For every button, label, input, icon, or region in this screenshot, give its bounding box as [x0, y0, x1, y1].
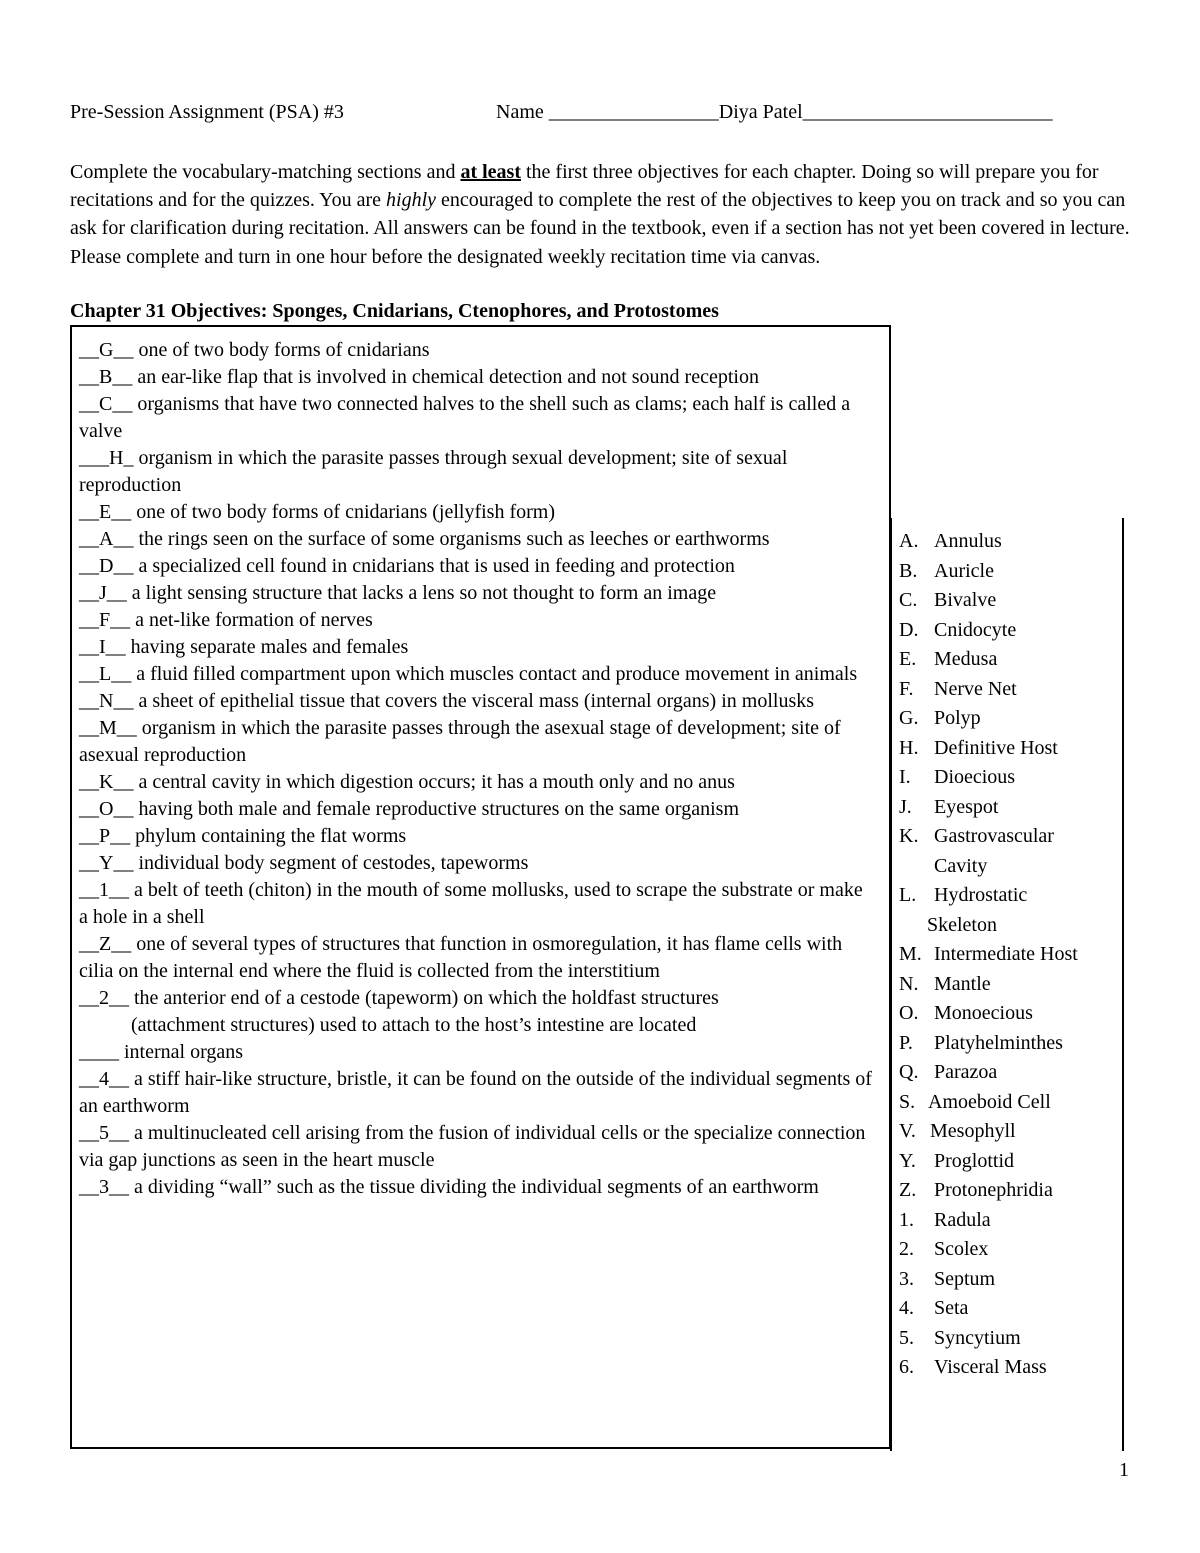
option-item: A. Annulus: [899, 530, 1002, 552]
answer-options: [899, 527, 1078, 1383]
term-item: __5__ a multinucleated cell arising from the fusion of individual cells or the specialize connection via gap junctions as seen in the heart muscle: [79, 1122, 866, 1171]
option-item: 6. Visceral Mass: [899, 1356, 1047, 1378]
term-item: __O__ having both male and female reproductive structures on the same organism: [79, 798, 739, 820]
term-item: __E__ one of two body forms of cnidarians (jellyfish form): [79, 501, 556, 523]
option-item: Q. Parazoa: [899, 1061, 998, 1083]
terms-list: [79, 337, 875, 1201]
option-item: C. Bivalve: [899, 589, 997, 611]
option-item: Z. Protonephridia: [899, 1179, 1053, 1201]
option-item: S. Amoeboid Cell: [899, 1090, 1051, 1113]
option-item: K. Gastrovascular Cavity: [899, 825, 1054, 877]
option-item: M. Intermediate Host: [899, 943, 1078, 965]
option-item: 5. Syncytium: [899, 1326, 1021, 1349]
option-item: I. Dioecious: [899, 766, 1016, 788]
term-item: __B__ an ear-like flap that is involved in chemical detection and not sound reception: [79, 366, 759, 388]
option-item: O. Monoecious: [899, 1002, 1033, 1024]
instructions-emphasis: at least: [460, 161, 521, 183]
term-item: (attachment structures) used to attach to the host’s intestine are located: [131, 1014, 697, 1036]
term-item: __Z__ one of several types of structures that function in osmoregulation, it has flame cells with cilia on the internal end where the fluid is collected from the interstitium: [79, 933, 843, 982]
table-divider: [890, 518, 892, 1451]
option-item: 3. Septum: [899, 1267, 996, 1290]
term-item: __3__ a dividing “wall” such as the tissue dividing the individual segments of an earthworm: [79, 1176, 819, 1198]
instructions-text-2: the first three objectives for each chapter. Doing so will prepare you for recitations and for the quizzes. You are: [70, 161, 1099, 212]
option-item: 4. Seta: [899, 1297, 969, 1319]
term-item: ___H_ organism in which the parasite passes through sexual development; site of sexual reproduction: [79, 447, 788, 496]
term-item: __Y__ individual body segment of cestodes, tapeworms: [79, 852, 529, 874]
option-item: E. Medusa: [899, 648, 998, 670]
option-item: D. Cnidocyte: [899, 618, 1017, 641]
student-name-field: Name _________________Diya Patel_________________________: [496, 101, 1053, 123]
term-item: __G__ one of two body forms of cnidarians: [79, 339, 430, 361]
page-number: 1: [1119, 1459, 1129, 1481]
term-item: __J__ a light sensing structure that lacks a lens so not thought to form an image: [79, 582, 717, 604]
assignment-title: Pre-Session Assignment (PSA) #3: [70, 101, 344, 123]
term-item: __A__ the rings seen on the surface of some organisms such as leeches or earthworms: [79, 528, 770, 550]
option-item: G. Polyp: [899, 707, 981, 729]
option-item: B. Auricle: [899, 559, 994, 582]
term-item: ____ internal organs: [79, 1041, 244, 1063]
table-right-border: [1122, 518, 1124, 1451]
option-item: J. Eyespot: [899, 795, 999, 818]
option-item: H. Definitive Host: [899, 736, 1058, 759]
option-item: F. Nerve Net: [899, 677, 1017, 700]
term-item: __1__ a belt of teeth (chiton) in the mouth of some mollusks, used to scrape the substrate or make a hole in a shell: [79, 879, 863, 928]
term-item: __4__ a stiff hair-like structure, bristle, it can be found on the outside of the individual segments of an earthworm: [79, 1068, 872, 1117]
chapter-heading: Chapter 31 Objectives: Sponges, Cnidarians, Ctenophores, and Protostomes: [70, 300, 719, 322]
option-item: 2. Scolex: [899, 1238, 989, 1260]
option-item: P. Platyhelminthes: [899, 1031, 1063, 1054]
term-item: __D__ a specialized cell found in cnidarians that is used in feeding and protection: [79, 555, 735, 577]
term-item: __F__ a net-like formation of nerves: [79, 609, 373, 631]
option-item: Y. Proglottid: [899, 1149, 1015, 1172]
term-item: __N__ a sheet of epithelial tissue that covers the visceral mass (internal organs) in mollusks: [79, 690, 815, 712]
term-item: __K__ a central cavity in which digestion occurs; it has a mouth only and no anus: [79, 771, 735, 793]
instructions-paragraph: [70, 158, 1130, 271]
term-item: __M__ organism in which the parasite passes through the asexual stage of development; site of asexual reproduction: [79, 717, 841, 766]
option-item: L. Hydrostatic Skeleton: [899, 884, 1028, 936]
option-item: 1. Radula: [899, 1208, 991, 1231]
term-item: __I__ having separate males and females: [79, 636, 409, 658]
option-item: N. Mantle: [899, 972, 991, 995]
term-item: __2__ the anterior end of a cestode (tapeworm) on which the holdfast structures: [79, 987, 719, 1009]
term-item: __C__ organisms that have two connected halves to the shell such as clams; each half is called a valve: [79, 393, 851, 442]
option-item: V. Mesophyll: [899, 1120, 1016, 1142]
term-item: __P__ phylum containing the flat worms: [79, 825, 407, 847]
instructions-text-1: Complete the vocabulary-matching sections and: [70, 161, 461, 183]
term-item: __L__ a fluid filled compartment upon which muscles contact and produce movement in animals: [79, 663, 858, 685]
instructions-text-3: encouraged to complete the rest of the objectives to keep you on track and so you can ask for clarification during recitation. All answers can be found in the textbook, even if a section has not yet been covered in lecture. Please complete and turn in one hour before the designated weekly recitation time via canvas.: [70, 189, 1130, 268]
instructions-italic: highly: [386, 189, 437, 212]
